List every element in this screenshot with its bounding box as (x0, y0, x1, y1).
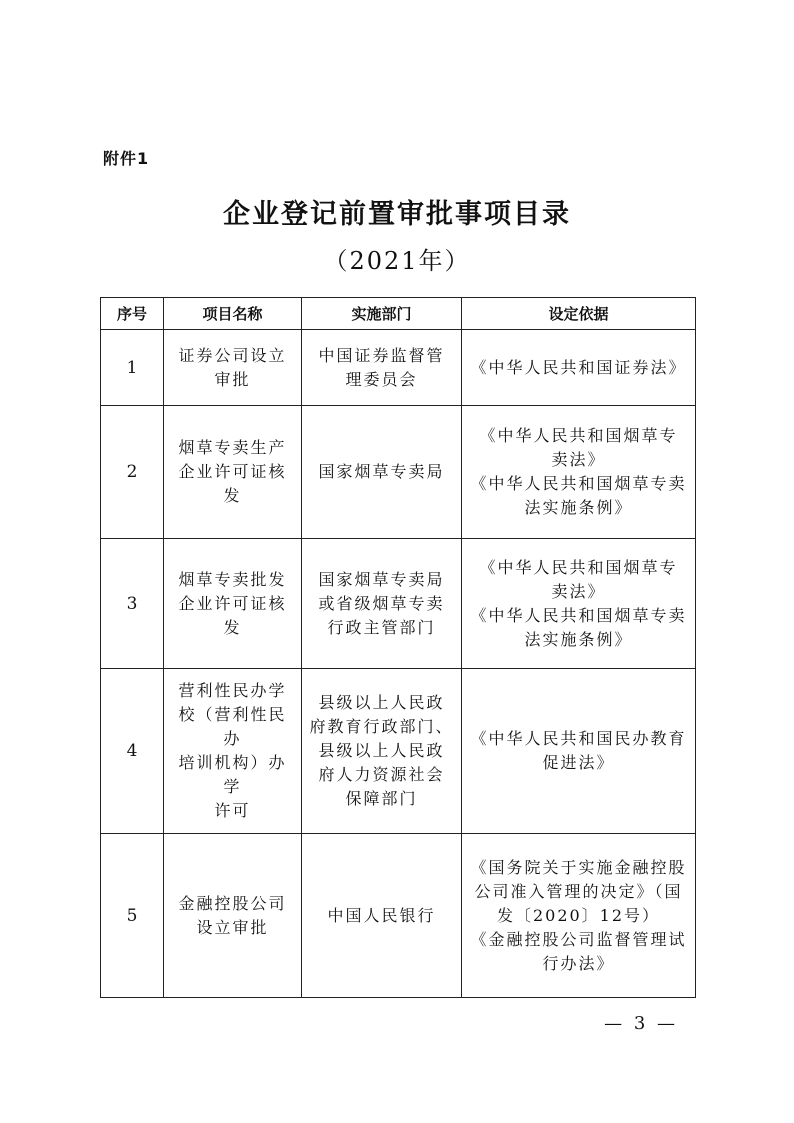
row-item-name: 烟草专卖生产 企业许可证核 发 (164, 406, 302, 539)
header-serial: 序号 (101, 298, 164, 330)
row-serial: 2 (101, 406, 164, 539)
row-serial: 5 (101, 834, 164, 998)
row-department: 县级以上人民政 府教育行政部门、 县级以上人民政 府人力资源社会 保障部门 (302, 669, 462, 834)
table-row (101, 669, 696, 834)
row-item-name: 烟草专卖批发 企业许可证核 发 (164, 539, 302, 669)
row-department: 国家烟草专卖局 (302, 406, 462, 539)
row-legal-basis: 《中华人民共和国证券法》 (462, 330, 696, 406)
header-department: 实施部门 (302, 298, 462, 330)
table-header-row (101, 298, 696, 330)
row-serial: 1 (101, 330, 164, 406)
page-number: — 3 — (604, 1013, 678, 1034)
attachment-label: 附件1 (103, 149, 150, 168)
row-legal-basis: 《中华人民共和国民办教育 促进法》 (462, 669, 696, 834)
row-item-name: 金融控股公司 设立审批 (164, 834, 302, 998)
table-row (101, 834, 696, 998)
row-item-name: 营利性民办学 校（营利性民办 培训机构）办学 许可 (164, 669, 302, 834)
row-department: 国家烟草专卖局 或省级烟草专卖 行政主管部门 (302, 539, 462, 669)
table-row (101, 539, 696, 669)
table-row (101, 330, 696, 406)
row-legal-basis: 《中华人民共和国烟草专 卖法》 《中华人民共和国烟草专卖 法实施条例》 (462, 406, 696, 539)
row-serial: 3 (101, 539, 164, 669)
header-item-name: 项目名称 (164, 298, 302, 330)
document-title: 企业登记前置审批事项目录 (223, 199, 571, 230)
row-serial: 4 (101, 669, 164, 834)
row-legal-basis: 《中华人民共和国烟草专 卖法》 《中华人民共和国烟草专卖 法实施条例》 (462, 539, 696, 669)
row-department: 中国人民银行 (302, 834, 462, 998)
row-department: 中国证券监督管 理委员会 (302, 330, 462, 406)
approval-catalog-table (100, 297, 696, 998)
row-item-name: 证券公司设立 审批 (164, 330, 302, 406)
header-legal-basis: 设定依据 (462, 298, 696, 330)
table-row (101, 406, 696, 539)
row-legal-basis: 《国务院关于实施金融控股 公司准入管理的决定》（国 发〔2020〕12号） 《金融控股公司监督管理试 行办法》 (462, 834, 696, 998)
document-year: （2021年） (323, 247, 471, 275)
